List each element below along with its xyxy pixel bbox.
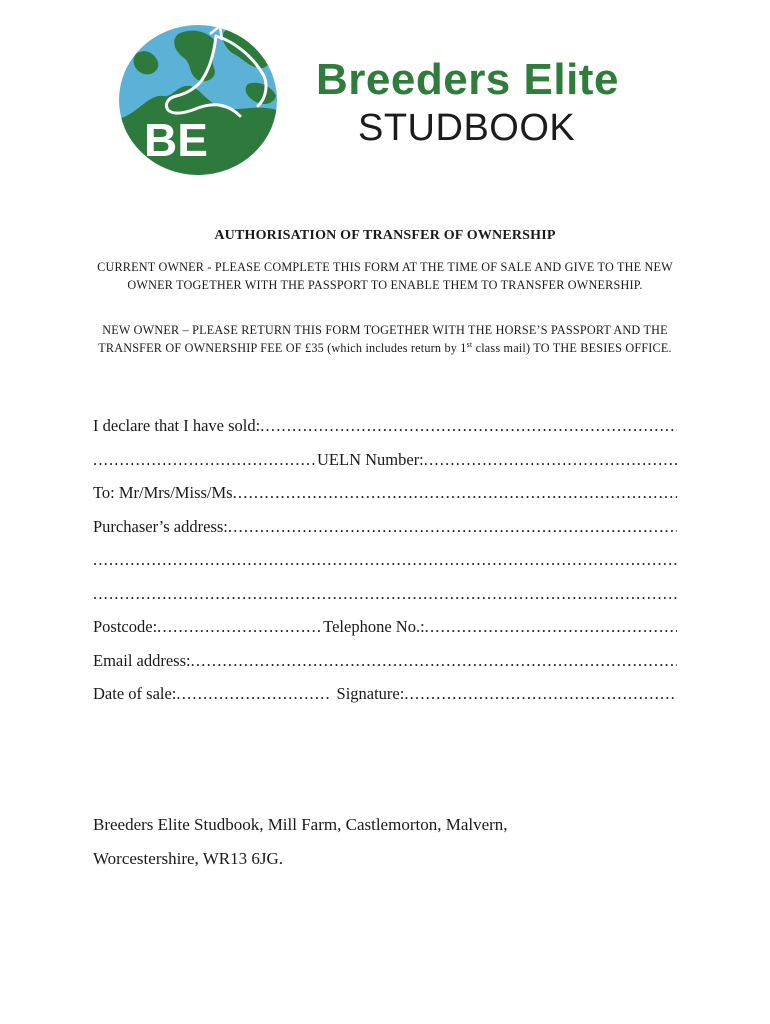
ueln-line: [93, 447, 677, 481]
purchaser-address-field-3[interactable]: [93, 581, 677, 615]
form-title: AUTHORISATION OF TRANSFER OF OWNERSHIP: [214, 228, 556, 243]
current-owner-instructions: CURRENT OWNER - PLEASE COMPLETE THIS FORM AT THE TIME OF SALE AND GIVE TO THE NEW OWNER TOGETHER WITH THE PASSPORT TO ENABLE THEM TO TRANSFER OWNERSHIP.: [97, 260, 673, 292]
signature-label: Signature:: [332, 684, 405, 703]
brand-subtitle: STUDBOOK: [358, 107, 576, 149]
brand-name: Breeders Elite: [316, 55, 619, 104]
purchaser-name-field[interactable]: [233, 480, 677, 514]
breeders-elite-globe-logo: [118, 24, 278, 176]
transfer-form-fields: [93, 413, 677, 715]
date-signature-line: [93, 681, 677, 715]
purchaser-name-line: [93, 480, 677, 514]
declare-sold-label: I declare that I have sold:: [93, 416, 261, 435]
horse-name-field[interactable]: [260, 413, 677, 447]
office-address: [93, 808, 653, 876]
office-address-line-1: Breeders Elite Studbook, Mill Farm, Castlemorton, Malvern,: [93, 815, 508, 834]
purchaser-address-field[interactable]: [228, 514, 677, 548]
date-of-sale-field[interactable]: [176, 681, 332, 715]
purchaser-address-field-2[interactable]: [93, 547, 677, 581]
address-line-2: [93, 547, 677, 581]
postcode-label: Postcode:: [93, 617, 158, 636]
telephone-label: Telephone No.:: [323, 617, 425, 636]
purchaser-title-label: To: Mr/Mrs/Miss/Ms: [93, 483, 233, 502]
purchaser-address-label: Purchaser’s address:: [93, 516, 228, 536]
purchaser-address-line: [93, 514, 677, 548]
brand-wordmark: [316, 56, 656, 150]
email-label: Email address:: [93, 650, 191, 670]
horse-name-continuation-field[interactable]: [93, 447, 317, 481]
new-owner-instructions: NEW OWNER – PLEASE RETURN THIS FORM TOGETHER WITH THE HORSE’S PASSPORT AND THE TRANSFER OF OWNERSHIP FEE OF £35 (which includes return by 1st class mail) TO THE BESIES OFFICE.: [98, 323, 672, 355]
logo-letters: BE: [144, 114, 208, 166]
office-address-line-2: Worcestershire, WR13 6JG.: [93, 849, 283, 868]
address-line-3: [93, 581, 677, 615]
date-of-sale-label: Date of sale:: [93, 684, 177, 703]
sold-horse-line: [93, 413, 677, 447]
signature-field[interactable]: [404, 681, 677, 715]
email-field[interactable]: [191, 648, 677, 682]
telephone-field[interactable]: [425, 614, 677, 648]
postcode-telephone-line: [93, 614, 677, 648]
ueln-number-field[interactable]: [424, 447, 677, 481]
email-line: [93, 648, 677, 682]
postcode-field[interactable]: [157, 614, 323, 648]
ueln-label: UELN Number:: [317, 449, 424, 469]
